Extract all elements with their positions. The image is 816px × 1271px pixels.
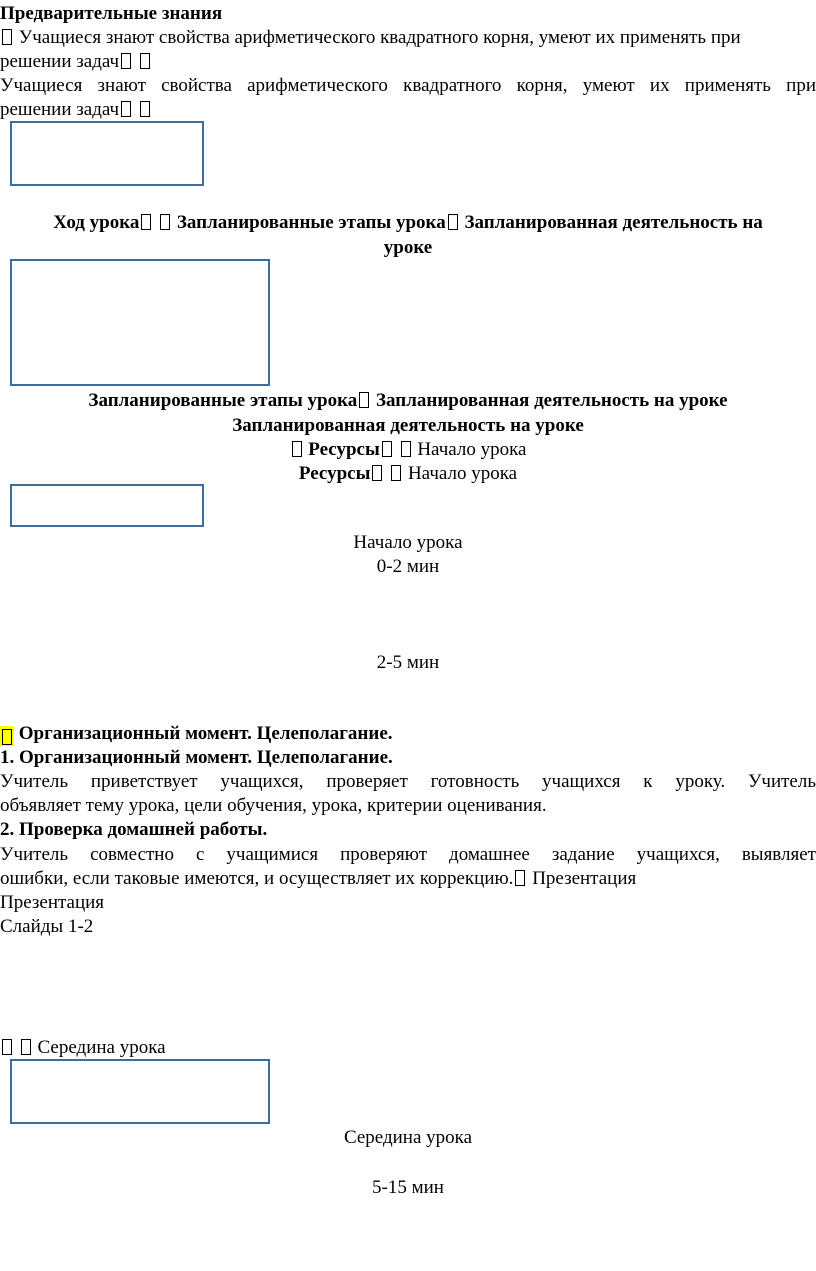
missing-glyph-icon bbox=[21, 1039, 31, 1055]
lesson-flow-heading-cont: уроке bbox=[383, 237, 433, 258]
missing-glyph-icon bbox=[140, 101, 150, 117]
prior-knowledge-heading: Предварительные знания bbox=[0, 3, 223, 24]
missing-glyph-icon bbox=[382, 441, 392, 457]
time-2-5: 2-5 мин bbox=[376, 652, 440, 673]
presentation-label: Презентация bbox=[0, 892, 105, 913]
empty-frame bbox=[10, 1059, 270, 1124]
organization-paragraph-end: объявляет тему урока, цели обучения, урока, критерии оценивания. bbox=[0, 795, 547, 816]
highlight-marker bbox=[0, 726, 14, 746]
missing-glyph-icon bbox=[2, 29, 12, 45]
missing-glyph-icon bbox=[448, 214, 458, 230]
organization-paragraph: Учитель приветствует учащихся, проверяет готовность учащихся к уроку. Учитель bbox=[0, 771, 816, 792]
time-0-2: 0-2 мин bbox=[376, 556, 440, 577]
resources-row: Ресурсы Начало урока bbox=[298, 463, 518, 484]
empty-frame bbox=[10, 259, 270, 386]
planned-activity-row: Запланированная деятельность на уроке bbox=[232, 415, 584, 436]
empty-frame bbox=[10, 121, 204, 186]
organization-title-highlighted: Организационный момент. Целеполагание. bbox=[0, 722, 816, 746]
homework-title: 2. Проверка домашней работы. bbox=[0, 819, 268, 840]
lesson-flow-heading: Ход урока Запланированные этапы урока Запланированная деятельность на bbox=[53, 212, 763, 233]
prior-knowledge-line: решении задач bbox=[0, 98, 816, 121]
missing-glyph-icon bbox=[359, 392, 369, 408]
organization-title: 1. Организационный момент. Целеполагание. bbox=[0, 747, 393, 768]
missing-glyph-icon bbox=[372, 465, 382, 481]
homework-paragraph: Учитель совместно с учащимися проверяют домашнее задание учащихся, выявляет bbox=[0, 844, 816, 865]
middle-of-lesson-row: Середина урока bbox=[0, 1036, 816, 1059]
missing-glyph-icon bbox=[140, 53, 150, 69]
missing-glyph-icon bbox=[141, 214, 151, 230]
missing-glyph-icon bbox=[292, 441, 302, 457]
missing-glyph-icon bbox=[2, 729, 12, 745]
missing-glyph-icon bbox=[515, 870, 525, 886]
lesson-start-label: Начало урока bbox=[353, 532, 463, 553]
missing-glyph-icon bbox=[2, 1039, 12, 1055]
homework-paragraph-end: ошибки, если таковые имеются, и осуществляет их коррекцию. Презентация bbox=[0, 868, 637, 889]
slides-label: Слайды 1-2 bbox=[0, 916, 94, 937]
empty-frame bbox=[10, 484, 204, 527]
prior-knowledge-line: решении задач bbox=[0, 50, 816, 73]
middle-of-lesson-label: Середина урока bbox=[343, 1127, 473, 1148]
missing-glyph-icon bbox=[121, 101, 131, 117]
planned-stages-row: Запланированные этапы урока Запланированная деятельность на уроке bbox=[88, 390, 728, 411]
missing-glyph-icon bbox=[401, 441, 411, 457]
resources-row: Ресурсы Начало урока bbox=[0, 438, 816, 461]
missing-glyph-icon bbox=[391, 465, 401, 481]
time-5-15: 5-15 мин bbox=[372, 1177, 444, 1198]
missing-glyph-icon bbox=[160, 214, 170, 230]
prior-knowledge-line: Учащиеся знают свойства арифметического квадратного корня, умеют их применять при bbox=[0, 26, 816, 49]
missing-glyph-icon bbox=[121, 53, 131, 69]
prior-knowledge-text: Учащиеся знают свойства арифметического квадратного корня, умеют их применять при bbox=[0, 75, 816, 96]
